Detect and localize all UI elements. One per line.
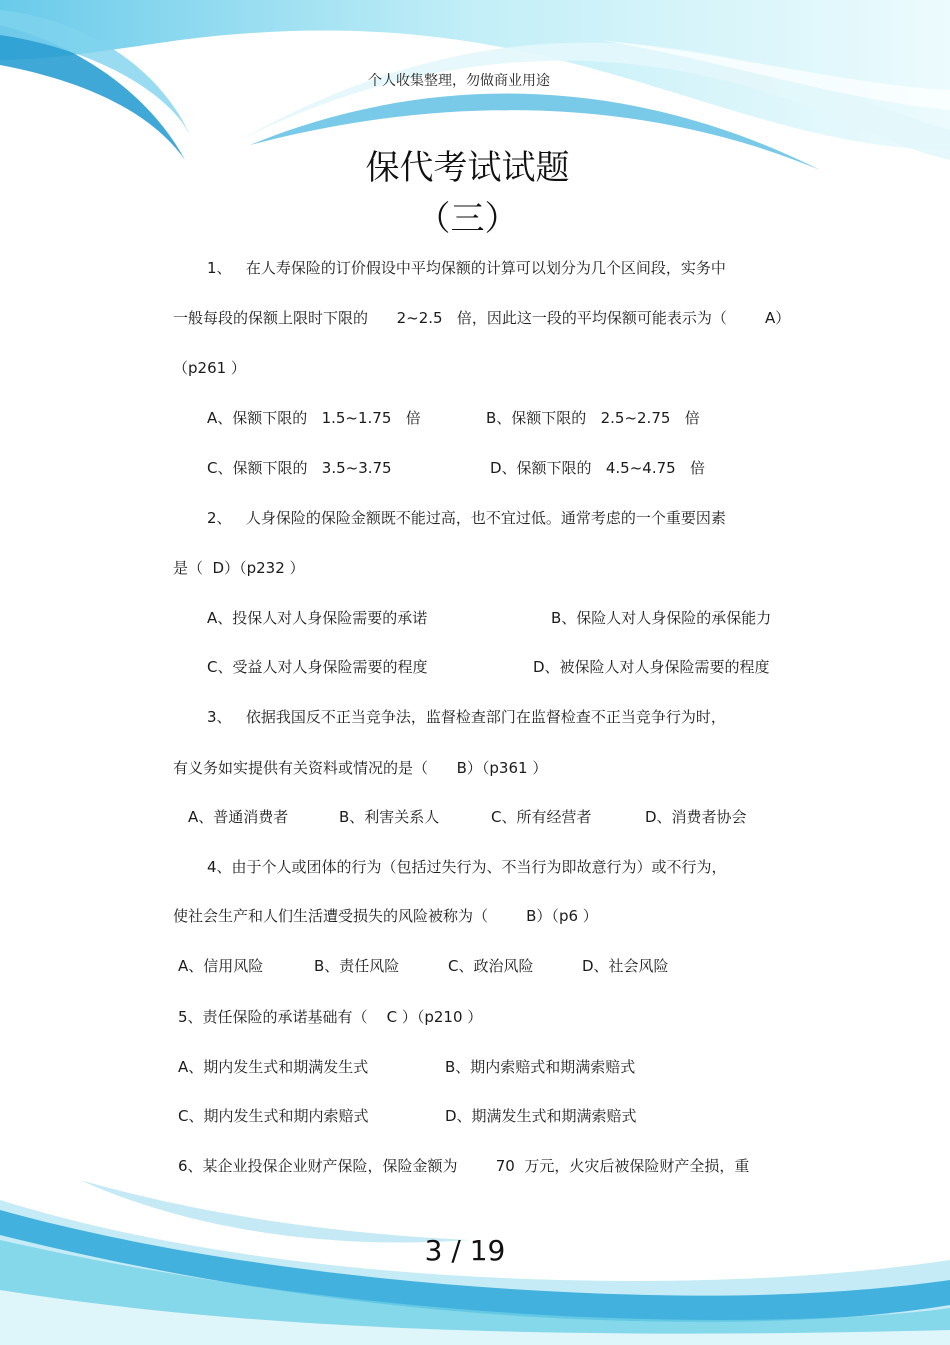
question-2-option-d: D、被保险人对人身保险需要的程度 — [533, 658, 770, 676]
header-note: 个人收集整理，勿做商业用途 — [368, 73, 550, 89]
question-4-stem-line-1: 4、由于个人或团体的行为（包括过失行为、不当行为即故意行为）或不行为， — [207, 858, 727, 876]
question-4-option-b: B、责任风险 — [314, 957, 400, 975]
question-1-option-a: A、保额下限的 1.5~1.75 倍 — [207, 409, 421, 427]
question-6-stem-line-1: 6、某企业投保企业财产保险，保险金额为 70 万元，火灾后被保险财产全损，重 — [178, 1157, 750, 1175]
question-1-stem-line-2: 一般每段的保额上限时下限的 2~2.5 倍，因此这一段的平均保额可能表示为（ A） — [173, 309, 791, 327]
question-1-stem-line-1: 1、 在人寿保险的订价假设中平均保额的计算可以划分为几个区间段，实务中 — [207, 259, 726, 277]
question-1-stem-line-3: （p261 ） — [173, 359, 246, 377]
question-3-option-a: A、普通消费者 — [188, 808, 289, 826]
page-title: 保代考试试题 — [365, 148, 570, 188]
question-2-stem-line-1: 2、 人身保险的保险金额既不能过高，也不宜过低。通常考虑的一个重要因素 — [207, 509, 726, 527]
question-5-option-a: A、期内发生式和期满发生式 — [178, 1058, 369, 1076]
question-1-option-b: B、保额下限的 2.5~2.75 倍 — [486, 409, 700, 427]
question-1-option-c: C、保额下限的 3.5~3.75 — [207, 459, 392, 477]
page-subtitle: （三） — [416, 199, 519, 239]
question-1-option-d: D、保额下限的 4.5~4.75 倍 — [490, 459, 705, 477]
question-2-stem-line-2: 是（ D）（p232 ） — [173, 559, 305, 577]
question-4-option-d: D、社会风险 — [582, 957, 669, 975]
question-3-option-c: C、所有经营者 — [491, 808, 592, 826]
question-5-stem-line-1: 5、责任保险的承诺基础有（ C ）（p210 ） — [178, 1008, 483, 1026]
question-3-stem-line-2: 有义务如实提供有关资料或情况的是（ B）（p361 ） — [173, 759, 548, 777]
question-3-option-d: D、消费者协会 — [645, 808, 747, 826]
question-3-option-b: B、利害关系人 — [339, 808, 440, 826]
question-5-option-c: C、期内发生式和期内索赔式 — [178, 1107, 369, 1125]
question-4-option-c: C、政治风险 — [448, 957, 534, 975]
question-2-option-b: B、保险人对人身保险的承保能力 — [551, 609, 772, 627]
question-2-option-a: A、投保人对人身保险需要的承诺 — [207, 609, 428, 627]
page-number: 3 / 19 — [424, 1234, 506, 1267]
question-4-option-a: A、信用风险 — [178, 957, 264, 975]
question-2-option-c: C、受益人对人身保险需要的程度 — [207, 658, 428, 676]
question-4-stem-line-2: 使社会生产和人们生活遭受损失的风险被称为（ B）（p6 ） — [173, 907, 598, 925]
question-5-option-b: B、期内索赔式和期满索赔式 — [445, 1058, 636, 1076]
question-5-option-d: D、期满发生式和期满索赔式 — [445, 1107, 637, 1125]
question-3-stem-line-1: 3、 依据我国反不正当竞争法，监督检查部门在监督检查不正当竞争行为时， — [207, 708, 726, 726]
